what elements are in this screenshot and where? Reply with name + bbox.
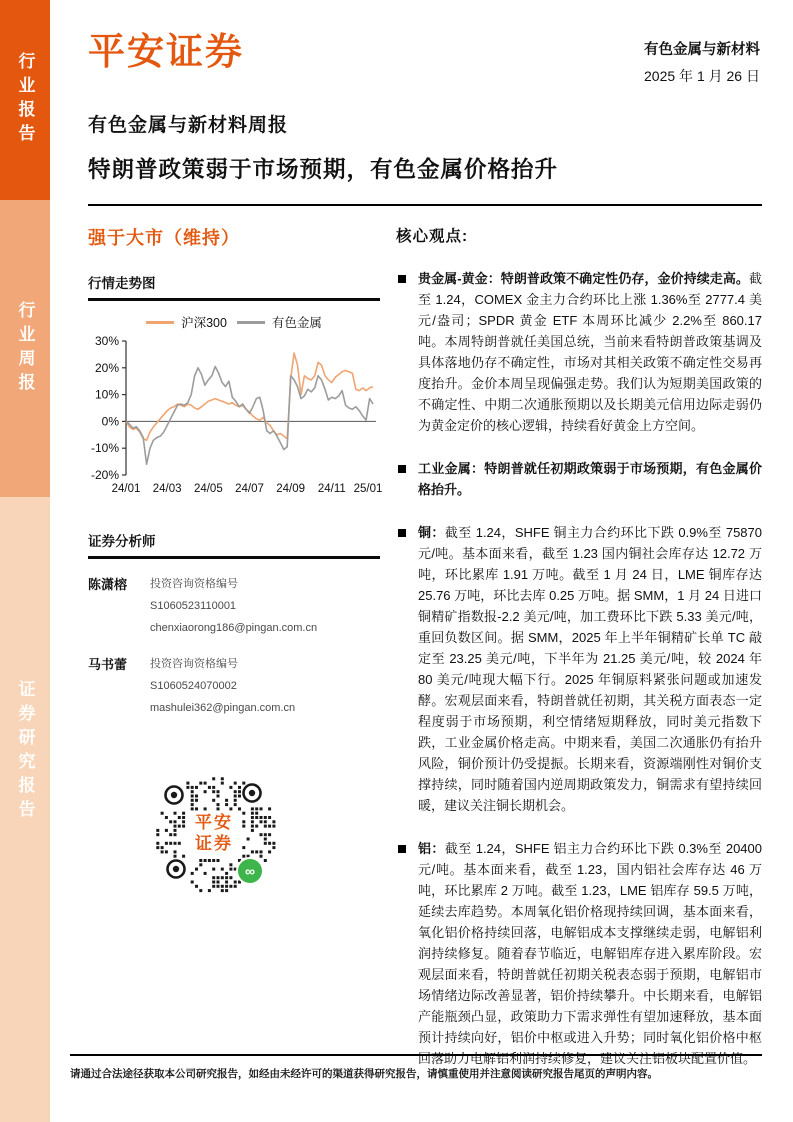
hs300-line-swatch bbox=[146, 321, 174, 324]
bullet-body: 截至 1.24，COMEX 金主力合约环比上涨 1.36%至 2777.4 美元/盎司；SPDR 黄金 ETF 本周环比减少 2.2%至 860.17 吨。本周特朗普就任美国总统，当前来看特朗普政策基调及具体落地仍存不确定性，市场对其相关政策不确定性交易再度抬升。金价本周呈现偏强走势。我们认为短期美国政策的不确定性、中期二次通胀预期以及长期美元信用边际走弱仍为黄金定价的核心逻辑，持续看好黄金上方空间。 bbox=[418, 271, 762, 433]
report-date: 2025 年 1 月 26 日 bbox=[644, 68, 760, 84]
svg-text:25/01: 25/01 bbox=[353, 483, 383, 495]
sidebar-label-research-report: 证券研究报告 bbox=[15, 679, 35, 824]
footer-divider bbox=[70, 1054, 762, 1056]
svg-text:-10%: -10% bbox=[90, 441, 119, 456]
right-column bbox=[396, 224, 762, 1069]
bullet-text bbox=[418, 522, 762, 816]
performance-line-chart bbox=[88, 333, 383, 508]
bullet-square-icon bbox=[398, 465, 406, 473]
page-header bbox=[88, 30, 762, 86]
sidebar-label-industry-report: 行业报告 bbox=[15, 52, 35, 148]
svg-text:30%: 30% bbox=[94, 334, 119, 348]
bullet-lead: 工业金属：特朗普就任初期政策弱于市场预期，有色金属价格抬升。 bbox=[418, 461, 762, 497]
analyst-email: chenxiaorong186@pingan.com.cn bbox=[150, 622, 318, 634]
analyst-name: 马书蕾 bbox=[88, 657, 128, 672]
analysts-section bbox=[88, 530, 380, 719]
svg-text:24/09: 24/09 bbox=[276, 483, 306, 495]
bullet-square-icon bbox=[398, 845, 406, 853]
left-column bbox=[88, 224, 383, 1069]
analyst-detail bbox=[150, 653, 295, 719]
svg-text:10%: 10% bbox=[94, 387, 119, 402]
legend-label-hs300: 沪深300 bbox=[181, 316, 227, 330]
legend-label-metals: 有色金属 bbox=[271, 316, 322, 330]
page-title: 特朗普政策弱于市场预期，有色金属价格抬升 bbox=[88, 157, 559, 182]
side-band bbox=[0, 0, 50, 1122]
bullet-lead: 铝： bbox=[418, 841, 445, 856]
analyst-row bbox=[88, 653, 380, 719]
core-views-heading: 核心观点: bbox=[396, 228, 469, 245]
svg-text:∞: ∞ bbox=[245, 863, 255, 879]
content-area bbox=[88, 0, 762, 1069]
pingan-securities-logo: 平安证券 bbox=[88, 31, 244, 72]
bullet-aluminum bbox=[396, 838, 762, 1069]
wechat-qr-code bbox=[144, 765, 294, 915]
header-meta bbox=[644, 38, 762, 86]
chart-section-heading: 行情走势图 bbox=[88, 272, 380, 301]
sidebar-section-industry-weekly bbox=[0, 200, 50, 497]
report-type-title: 有色金属与新材料周报 bbox=[88, 115, 289, 136]
title-block bbox=[88, 110, 762, 184]
svg-text:24/01: 24/01 bbox=[111, 483, 141, 495]
analyst-cert-label: 投资咨询资格编号 bbox=[150, 658, 238, 670]
analyst-email: mashulei362@pingan.com.cn bbox=[150, 702, 296, 714]
analyst-cert-no: S1060524070002 bbox=[150, 680, 237, 692]
chart-legend bbox=[88, 313, 380, 331]
svg-text:24/11: 24/11 bbox=[317, 483, 346, 495]
metals-line-swatch bbox=[237, 321, 265, 324]
svg-text:24/07: 24/07 bbox=[235, 483, 264, 495]
two-column-layout bbox=[88, 224, 762, 1069]
rating-badge: 强于大市（维持） bbox=[88, 228, 240, 248]
bullet-gold bbox=[396, 268, 762, 436]
bullet-text bbox=[418, 458, 762, 500]
sidebar-label-industry-weekly: 行业周报 bbox=[15, 300, 35, 397]
footer-disclaimer: 请通过合法途径获取本公司研究报告，如经由未经许可的渠道获得研究报告，请慎重使用并注意阅读研究报告尾页的声明内容。 bbox=[70, 1068, 658, 1080]
svg-text:-20%: -20% bbox=[90, 468, 119, 482]
title-divider bbox=[88, 204, 762, 206]
analysts-heading: 证券分析师 bbox=[88, 530, 380, 559]
bullet-text bbox=[418, 838, 762, 1069]
sidebar-section-research-report bbox=[0, 497, 50, 1122]
bullet-lead: 铜： bbox=[418, 525, 445, 540]
svg-text:24/05: 24/05 bbox=[193, 483, 223, 495]
analyst-cert-label: 投资咨询资格编号 bbox=[150, 578, 238, 590]
analyst-name: 陈潇榕 bbox=[88, 577, 128, 592]
svg-text:20%: 20% bbox=[94, 360, 119, 375]
bullet-square-icon bbox=[398, 275, 406, 283]
sidebar-section-industry-report bbox=[0, 0, 50, 200]
svg-text:证券: 证券 bbox=[195, 834, 233, 853]
bullet-square-icon bbox=[398, 529, 406, 537]
analyst-detail bbox=[150, 573, 317, 639]
analyst-row bbox=[88, 573, 380, 639]
bullet-copper bbox=[396, 522, 762, 816]
analyst-cert-no: S1060523110001 bbox=[150, 600, 237, 612]
bullet-text bbox=[418, 268, 762, 436]
bullet-body: 截至 1.24，SHFE 铝主力合约环比下跌 0.3%至 20400 元/吨。基本面来看，截至 1.23，国内铝社会库存达 46 万吨，环比累库 2 万吨。截至 1.23，LME 铝库存 59.5 万吨，延续去库趋势。本周氧化铝价格现持续回调，基本面来看，氧化铝价格持续回落，电解铝成本支撑继续走弱，电解铝利润持续修复。随着春节临近，电解铝库存进入累库阶段。宏观层面来看，特朗普就任初期关税表态弱于预期，电解铝市场情绪边际改善显著，铝价持续攀升。中长期来看，电解铝产能瓶颈凸显，政策助力下需求弹性有望加速释放，基本面预计持续向好，铝价中枢或进入升势；同时氧化铝价格中枢回落助力电解铝利润持续修复，建议关注铝板块配置价值。 bbox=[418, 841, 762, 1066]
legend-item-metals bbox=[237, 313, 322, 331]
bullet-industrial-metals bbox=[396, 458, 762, 500]
svg-text:0%: 0% bbox=[101, 414, 119, 429]
bullet-lead: 贵金属-黄金：特朗普政策不确定性仍存，金价持续走高。 bbox=[418, 271, 749, 286]
svg-text:平安: 平安 bbox=[195, 813, 233, 832]
legend-item-hs300 bbox=[146, 313, 227, 331]
bullet-body: 截至 1.24，SHFE 铜主力合约环比下跌 0.9%至 75870 元/吨。基本面来看，截至 1.23 国内铜社会库存达 12.72 万吨，环比累库 1.91 万吨。截至 1 月 24 日，LME 铜库存达 25.76 万吨，环比去库 0.25 万吨。据 SMM，1 月 24 日进口铜精矿指数报-2.2 美元/吨，加工费环比下跌 5.33 美元/吨，重回负数区间。据 SMM，2025 年上半年铜精矿长单 TC 敲定至 23.25 美元/吨，下半年为 21.25 美元/吨，较 2024 年 80 美元/吨现大幅下行。2025 年铜原料紧张问题或加速发酵。宏观层面来看，特朗普就任初期，其关税方面表态一定程度弱于市场预期，利空情绪短期释放，同时美元指数下跌，工业金属价格走高。中期来看，美国二次通胀仍有抬升风险，铜价预计仍受提振。长期来看，资源端刚性对铜价支撑持续，同时随着国内逆周期政策发力，铜需求有望持续回暖，建议关注铜长期机会。 bbox=[418, 525, 762, 813]
industry-name: 有色金属与新材料 bbox=[644, 42, 760, 58]
svg-text:24/03: 24/03 bbox=[152, 483, 182, 495]
